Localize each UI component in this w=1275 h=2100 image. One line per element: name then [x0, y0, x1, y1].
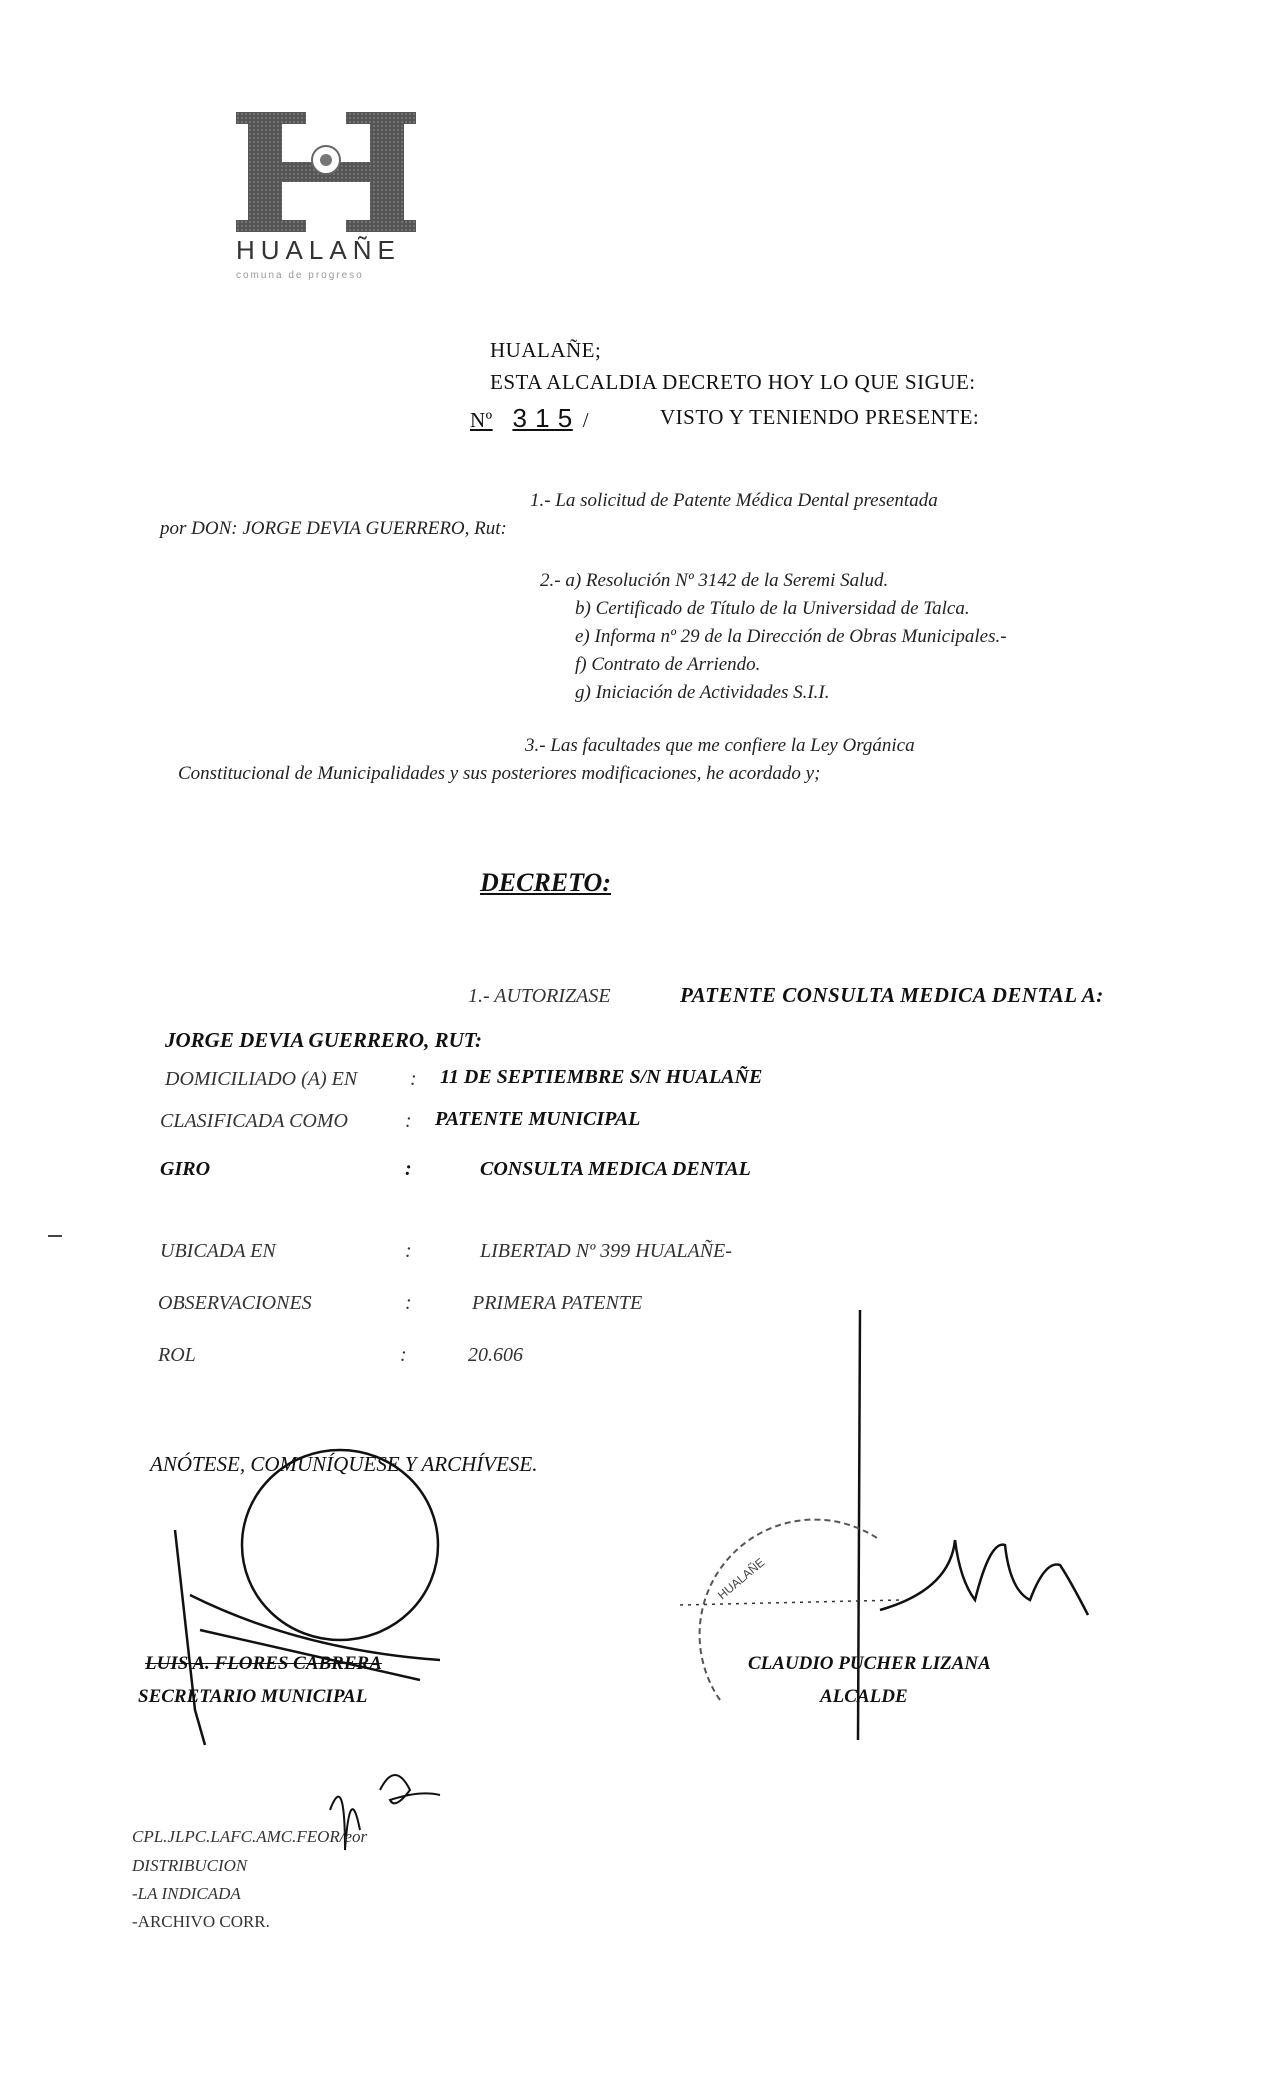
left-signatory-title: SECRETARIO MUNICIPAL — [138, 1686, 368, 1707]
consideration-2a: 2.- a) Resolución Nº 3142 de la Seremi Salud. — [540, 570, 889, 591]
row-label-giro: GIRO — [160, 1158, 211, 1180]
row-value-ubicada: LIBERTAD Nº 399 HUALAÑE- — [480, 1240, 732, 1262]
distribution-item-2: -ARCHIVO CORR. — [132, 1912, 270, 1931]
row-value-clasificada: PATENTE MUNICIPAL — [435, 1108, 641, 1130]
decreto-item1-prefix: 1.- AUTORIZASE — [468, 985, 611, 1007]
row-sep: : — [410, 1068, 417, 1090]
distribution-item-1: -LA INDICADA — [132, 1884, 241, 1903]
beneficiary-name: JORGE DEVIA GUERRERO, RUT: — [165, 1028, 483, 1052]
right-signature-scribble — [880, 1540, 1088, 1615]
distribution-initials: CPL.JLPC.LAFC.AMC.FEOR/eor — [132, 1827, 368, 1846]
decree-number-value: 3 1 5 — [512, 403, 573, 433]
consideration-3-cont: Constitucional de Municipalidades y sus posteriores modificaciones, he acordado y; — [178, 763, 821, 784]
distribution-title: DISTRIBUCION — [132, 1856, 248, 1875]
consideration-1-cont: por DON: JORGE DEVIA GUERRERO, Rut: — [160, 518, 507, 539]
header-city: HUALAÑE; — [490, 338, 602, 362]
row-sep: : — [400, 1344, 407, 1366]
consideration-2e: e) Informa nº 29 de la Dirección de Obras Municipales.- — [575, 626, 1007, 647]
row-label-rol: ROL — [158, 1344, 196, 1366]
closing-formula: ANÓTESE, COMUNÍQUESE Y ARCHÍVESE. — [150, 1452, 538, 1476]
row-value-domicilio: 11 DE SEPTIEMBRE S/N HUALAÑE — [440, 1066, 763, 1088]
consideration-2f: f) Contrato de Arriendo. — [575, 654, 761, 675]
left-signature-stroke — [175, 1530, 440, 1745]
left-signatory-name: LUIS A. FLORES CABRERA — [145, 1653, 382, 1674]
seal-text: HUALAÑE — [714, 1555, 768, 1603]
header-line: ESTA ALCALDIA DECRETO HOY LO QUE SIGUE: — [490, 370, 976, 394]
right-signatory-name: CLAUDIO PUCHER LIZANA — [748, 1653, 991, 1674]
decreto-item1-text: PATENTE CONSULTA MEDICA DENTAL A: — [680, 983, 1104, 1007]
logo-tagline: comuna de progreso — [236, 270, 364, 281]
header-visto: VISTO Y TENIENDO PRESENTE: — [660, 405, 980, 429]
logo-wordmark: HUALAÑE — [236, 235, 401, 265]
row-label-ubicada: UBICADA EN — [160, 1240, 276, 1262]
row-sep: : — [405, 1292, 412, 1314]
row-sep: : — [405, 1240, 412, 1262]
row-sep: : — [405, 1110, 412, 1132]
row-label-domicilio: DOMICILIADO (A) EN — [165, 1068, 358, 1090]
right-signature-vertical — [858, 1310, 860, 1740]
consideration-1: 1.- La solicitud de Patente Médica Dental presentada — [530, 490, 938, 511]
row-sep: : — [405, 1158, 412, 1180]
consideration-2g: g) Iniciación de Actividades S.I.I. — [575, 682, 830, 703]
row-value-observaciones: PRIMERA PATENTE — [472, 1292, 643, 1314]
consideration-2b: b) Certificado de Título de la Universidad de Talca. — [575, 598, 970, 619]
consideration-3: 3.- Las facultades que me confiere la Ley Orgánica — [525, 735, 915, 756]
left-signature-loop — [242, 1450, 438, 1640]
row-value-rol: 20.606 — [468, 1344, 523, 1366]
decree-number-prefix: Nº — [470, 408, 493, 432]
row-label-observaciones: OBSERVACIONES — [158, 1292, 312, 1314]
row-value-giro: CONSULTA MEDICA DENTAL — [480, 1158, 751, 1180]
decreto-title: DECRETO: — [480, 868, 611, 897]
row-label-clasificada: CLASIFICADA COMO — [160, 1110, 348, 1132]
right-signatory-title: ALCALDE — [820, 1686, 908, 1707]
decree-number: Nº 3 1 5 / — [470, 403, 590, 433]
